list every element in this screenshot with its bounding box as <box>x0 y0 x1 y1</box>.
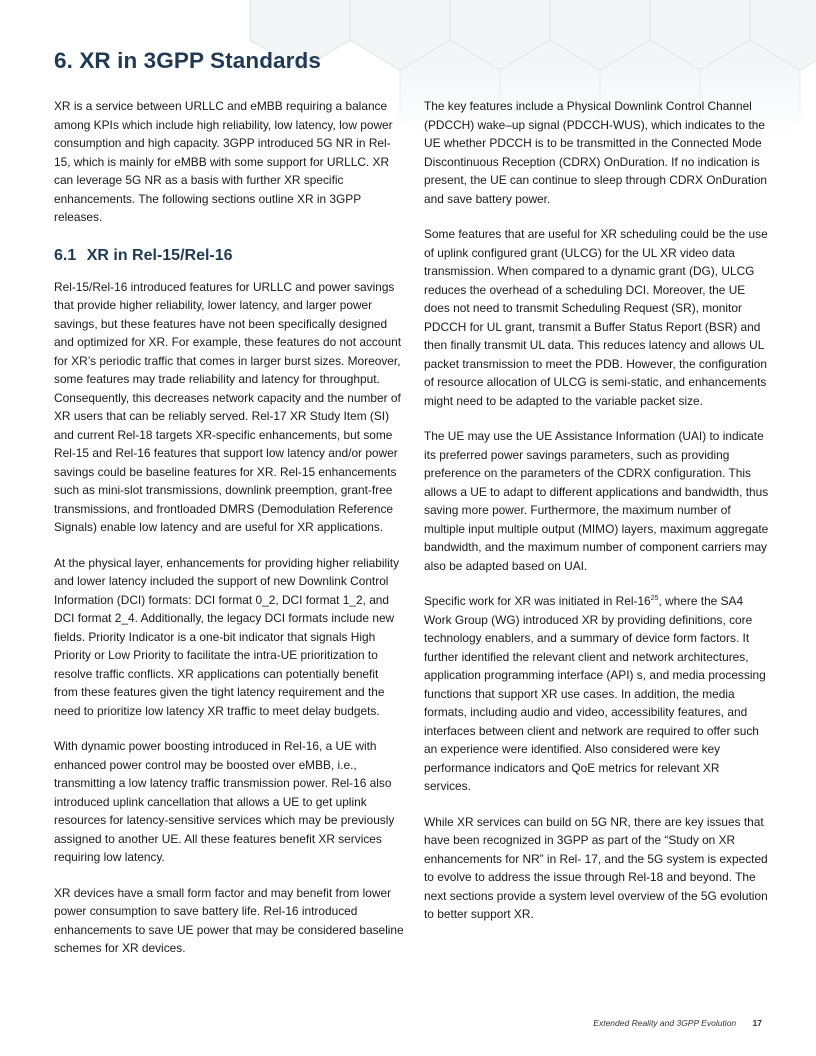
body-paragraph: The UE may use the UE Assistance Information (UAI) to indicate its preferred power savings parameters, such as providing preference on the parameters of the CDRX configuration. This allows a UE to adapt to different applications and bandwidth, thus saving more power. Furthermore, the maximum number of multiple input multiple output (MIMO) layers, maximum aggregate bandwidth, and the maximum number of component carriers may also be adapted based on UAI. <box>424 429 769 573</box>
body-paragraph: XR devices have a small form factor and may benefit from lower power consumption to save battery life. Rel-16 introduced enhancements to save UE power that may be considered baseline schemes for XR devices. <box>54 885 404 955</box>
section-heading <box>54 244 404 268</box>
body-paragraph: With dynamic power boosting introduced in Rel-16, a UE with enhanced power control may be boosted over eMBB, i.e., transmitting a low latency traffic transmission power. Rel-16 also introduced uplink cancellation that allows a UE to get uplink resources for latency-sensitive services which may be previously assigned to another UE. All these features benefit XR services requiring low latency. <box>54 739 395 864</box>
page-number: 17 <box>752 1018 762 1028</box>
footnote-reference[interactable]: 25 <box>650 595 659 603</box>
closing-paragraph: While XR services can build on 5G NR, there are key issues that have been recognized in 3GPP as part of the “Study on XR enhancements for NR” in Rel- 17, and the 5G system is expected to evolve to address the issue through Rel-18 and beyond. The next sections provide a system level overview of the 5G evolution to better support XR. <box>424 814 768 921</box>
page-footer <box>593 1018 762 1028</box>
body-paragraph: Some features that are useful for XR scheduling could be the use of uplink configured grant (ULCG) for the UL XR video data transmission. When compared to a dynamic grant (DG), ULCG reduces the overhead of a scheduling DCI. Moreover, the UE does not need to transmit Scheduling Request (SR), monitor PDCCH for UL grant, transmit a Buffer Status Report (BSR) and then finally transmit UL data. This reduces latency and allows UL packet transmission to meet the PDB. However, the configuration of resource allocation of ULCG is semi-static, and enhancements might need to be adapted to the variable packet size. <box>424 227 768 408</box>
rel16-paragraph <box>424 592 769 796</box>
body-paragraph: Rel-15/Rel-16 introduced features for URLLC and power savings that provide higher reliability, lower latency, and larger power savings, but these features have not been specifically designed and optimized for XR. For example, these features do not account for XR’s periodic traffic that comes in larger burst sizes. Moreover, some features may trade reliability and latency for throughput. Consequently, this decreases network capacity and the number of XR users that can be reliably served. Rel-17 XR Study Item (SI) and current Rel-18 targets XR-specific enhancements, but some Rel-15 and Rel-16 features that support low latency and/or power savings could be baseline features for XR. Rel-15 enhancements such as mini-slot transmissions, downlink preemption, grant-free transmissions, and frontloaded DMRS (Demodulation Reference Signals) enable low latency and are useful for XR applications. <box>54 279 401 534</box>
left-column <box>54 97 404 975</box>
body-paragraph: At the physical layer, enhancements for providing higher reliability and lower latency included the support of new Downlink Control Information (DCI) formats: DCI format 0_2, DCI format 1_2, and DCI format 2_4. Additionally, the legacy DCI formats include new fields. Priority Indicator is a one-bit indicator that signals High Priority or Low Priority to facilitate the intra-UE prioritization to resolve traffic conflicts. XR applications can potentially benefit from these features given the tight latency requirement and the need to prioritize low latency XR traffic to meet delay budgets. <box>54 555 400 718</box>
rel16-text-start: Specific work for XR was initiated in Rel-16 <box>424 594 651 608</box>
section-number: 6.1 <box>54 246 77 264</box>
section-title: XR in Rel-15/Rel-16 <box>86 246 233 264</box>
right-column <box>424 97 769 941</box>
intro-paragraph: XR is a service between URLLC and eMBB requiring a balance among KPIs which include high reliability, low latency, low power consumption and high capacity. 3GPP introduced 5G NR in Rel-15, which is mainly for eMBB with some support for URLLC. XR can leverage 5G NR as a basis with further XR specific enhancements. The following sections outline XR in 3GPP releases. <box>54 99 393 224</box>
page-title: 6. XR in 3GPP Standards <box>54 48 321 73</box>
rel16-text-end: , where the SA4 Work Group (WG) introduced XR by providing definitions, core technology enablers, and a summary of device form factors. It further identified the relevant client and network architectures, application programming interface (API) s, and media processing functions that support XR use cases. In addition, the media formats, including audio and video, accessibility features, and interfaces between client and network are required to offer such an experience were identified. Also considered were key performance indicators and QoE metrics for relevant XR services. <box>424 594 766 793</box>
footer-document-title: Extended Reality and 3GPP Evolution <box>593 1018 737 1028</box>
body-paragraph: The key features include a Physical Downlink Control Channel (PDCCH) wake–up signal (PDCCH-WUS), which indicates to the UE whether PDCCH is to be transmitted in the Connected Mode Discontinuous Reception (CDRX) OnDuration. If no indication is present, the UE can continue to sleep through CDRX OnDuration and save battery power. <box>424 99 768 206</box>
